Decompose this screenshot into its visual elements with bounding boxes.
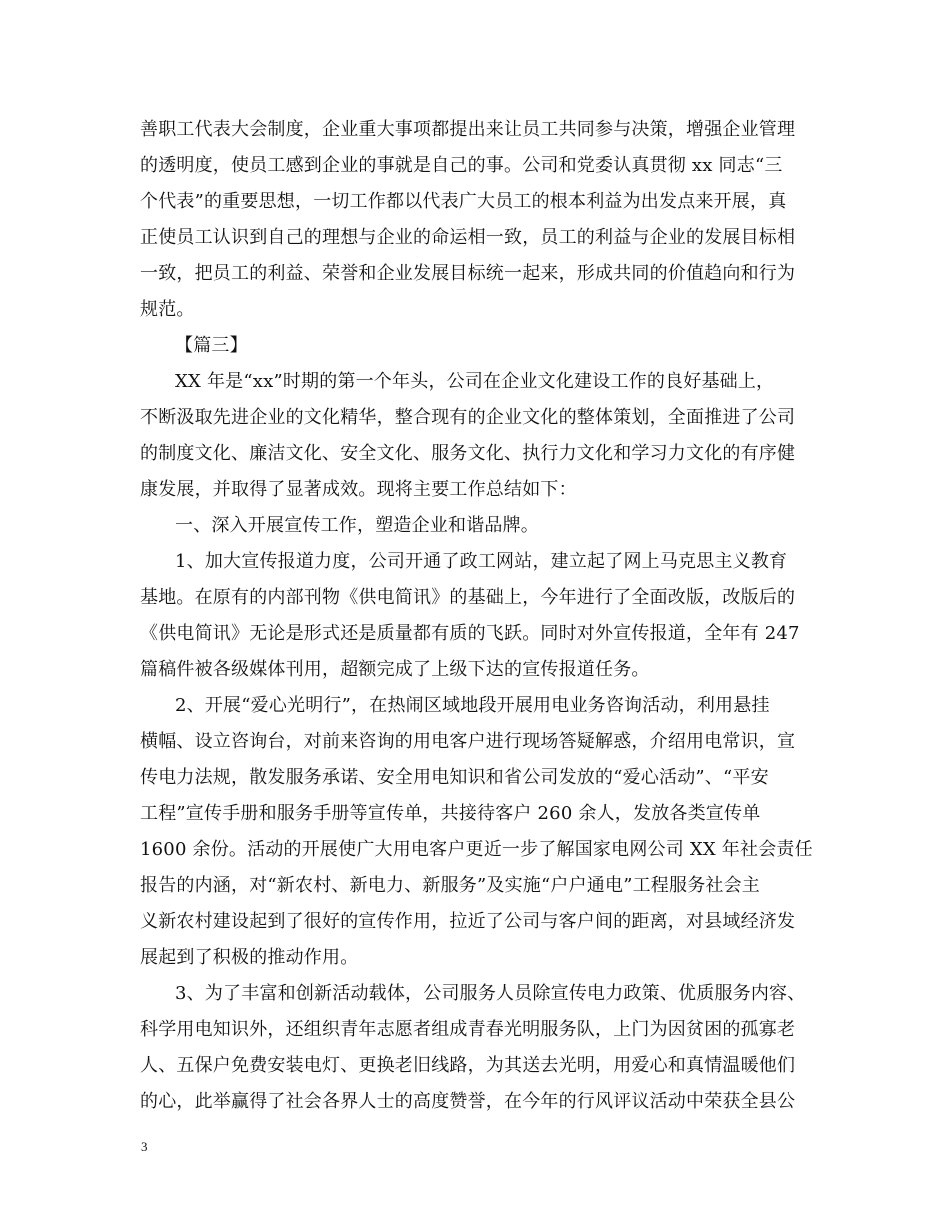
text-line: 1600 余份。活动的开展使广大用电客户更近一步了解国家电网公司 XX 年社会责任 bbox=[140, 839, 813, 860]
text-line: 3、为了丰富和创新活动载体，公司服务人员除宣传电力政策、优质服务内容、 bbox=[175, 983, 806, 1004]
text-line: 1、加大宣传报道力度，公司开通了政工网站，建立起了网上马克思主义教育 bbox=[175, 551, 788, 572]
text-line: 规范。 bbox=[140, 299, 195, 320]
text-line: 一致，把员工的利益、荣誉和企业发展目标统一起来，形成共同的价值趋向和行为 bbox=[140, 263, 796, 284]
body-text bbox=[140, 112, 820, 1120]
text-line: 正使员工认识到自己的理想与企业的命运相一致，员工的利益与企业的发展目标相 bbox=[140, 227, 796, 248]
text-line: 科学用电知识外，还组织青年志愿者组成青春光明服务队，上门为因贫困的孤寡老 bbox=[140, 1019, 796, 1040]
text-line: 2、开展“爱心光明行”，在热闹区域地段开展用电业务咨询活动，利用悬挂 bbox=[175, 695, 770, 716]
subheading: 一、深入开展宣传工作，塑造企业和谐品牌。 bbox=[175, 515, 539, 536]
text-line: 传电力法规，散发服务承诺、安全用电知识和省公司发放的“爱心活动”、“平安 bbox=[140, 767, 769, 788]
text-line: XX 年是“xx”时期的第一个年头，公司在企业文化建设工作的良好基础上， bbox=[175, 371, 775, 392]
text-line: 康发展，并取得了显著成效。现将主要工作总结如下： bbox=[140, 479, 577, 500]
section-heading: 【篇三】 bbox=[175, 335, 248, 356]
text-line: 展起到了积极的推动作用。 bbox=[140, 947, 359, 968]
text-line: 工程”宣传手册和服务手册等宣传单，共接待客户 260 余人，发放各类宣传单 bbox=[140, 803, 761, 824]
page-number: 3 bbox=[141, 1139, 148, 1154]
text-line: 义新农村建设起到了很好的宣传作用，拉近了公司与客户间的距离，对县域经济发 bbox=[140, 911, 796, 932]
text-line: 不断汲取先进企业的文化精华，整合现有的企业文化的整体策划，全面推进了公司 bbox=[140, 407, 796, 428]
text-line: 《供电简讯》无论是形式还是质量都有质的飞跃。同时对外宣传报道，全年有 247 bbox=[140, 623, 800, 644]
text-line: 个代表”的重要思想，一切工作都以代表广大员工的根本利益为出发点来开展，真 bbox=[140, 191, 787, 212]
text-line: 基地。在原有的内部刊物《供电简讯》的基础上，今年进行了全面改版，改版后的 bbox=[140, 587, 796, 608]
text-line: 人、五保户免费安装电灯、更换老旧线路，为其送去光明，用爱心和真情温暖他们 bbox=[140, 1055, 796, 1076]
text-line: 篇稿件被各级媒体刊用，超额完成了上级下达的宣传报道任务。 bbox=[140, 659, 650, 680]
text-line: 善职工代表大会制度，企业重大事项都提出来让员工共同参与决策，增强企业管理 bbox=[140, 119, 796, 140]
text-line: 的透明度，使员工感到企业的事就是自己的事。公司和党委认真贯彻 xx 同志“三 bbox=[140, 155, 783, 176]
text-line: 的心，此举赢得了社会各界人士的高度赞誉，在今年的行风评议活动中荣获全县公 bbox=[140, 1091, 796, 1112]
text-line: 报告的内涵，对“新农村、新电力、新服务”及实施“户户通电”工程服务社会主 bbox=[140, 875, 761, 896]
text-line: 横幅、设立咨询台，对前来咨询的用电客户进行现场答疑解惑，介绍用电常识，宣 bbox=[140, 731, 796, 752]
text-line: 的制度文化、廉洁文化、安全文化、服务文化、执行力文化和学习力文化的有序健 bbox=[140, 443, 796, 464]
